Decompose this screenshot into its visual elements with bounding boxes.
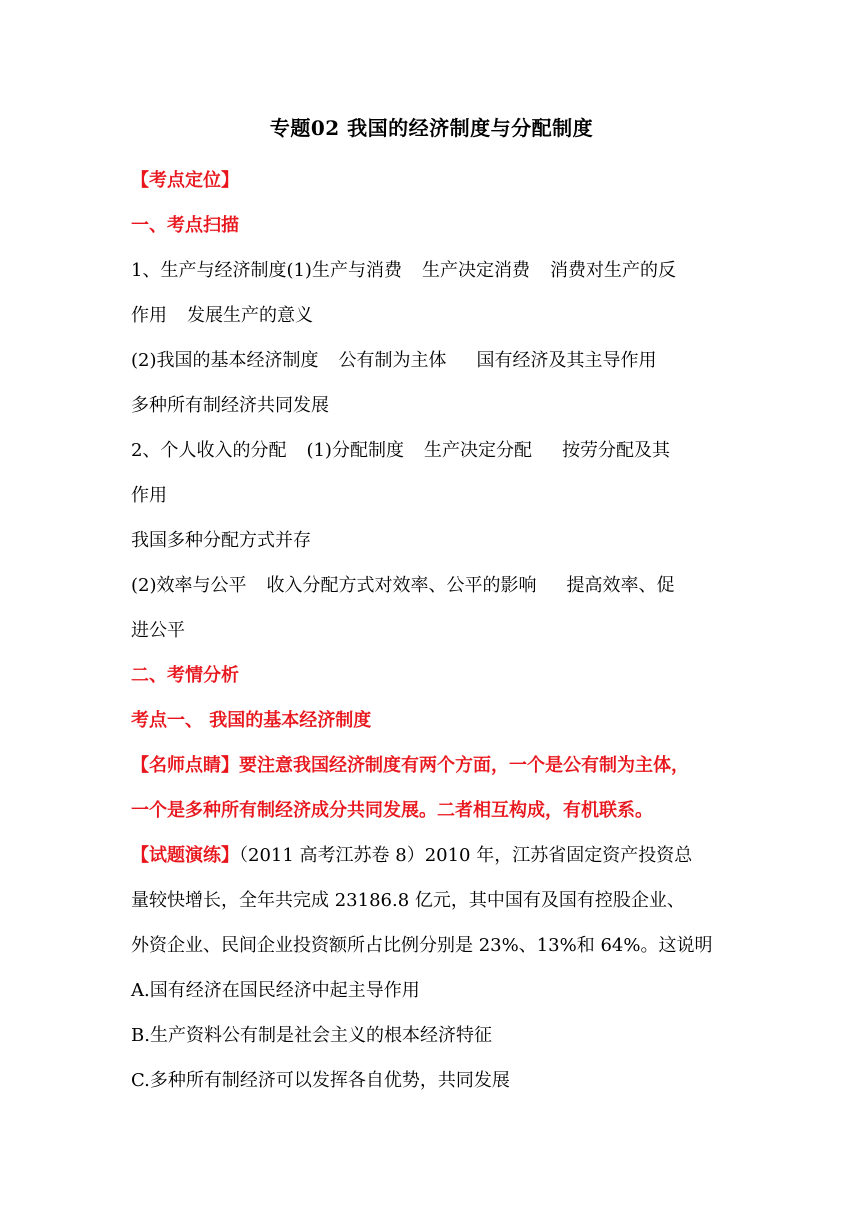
text-segment: 作用 [131,305,167,326]
text-segment: 公有制为主体 [338,350,447,371]
text-segment: 按劳分配及其 [561,440,670,461]
text-segment: 多种所有制经济共同发展 [131,395,329,416]
text-segment: 提高效率、促 [566,575,675,596]
text-segment: 生产决定消费 [421,260,530,281]
option-b: B.生产资料公有制是社会主义的根本经济特征 [131,1025,492,1046]
point-one-heading: 考点一、 我国的基本经济制度 [131,710,372,731]
text-segment: (2)我国的基本经济制度 [131,350,319,371]
paragraph-item-4: 我国多种分配方式并存 [131,530,311,551]
text-segment: 进公平 [131,620,185,641]
text-segment: 2、个人收入的分配 [131,440,287,461]
paragraph-item-1 [131,248,732,338]
teacher-tip [131,743,732,833]
option-c: C.多种所有制经济可以发挥各自优势，共同发展 [131,1070,510,1091]
text-segment: (1)分配制度 [306,440,404,461]
tip-text: 要注意我国经济制度有两个方面，一个是公有制为主体， [239,755,689,776]
paragraph-item-3 [131,428,732,518]
text-segment: 1、生产与经济制度(1)生产与消费 [131,260,402,281]
text-segment: (2)效率与公平 [131,575,247,596]
exercise-text: 量较快增长，全年共完成 23186.8 亿元，其中国有及国有控股企业、 [131,890,685,911]
text-segment: 发展生产的意义 [187,305,313,326]
text-segment: 生产决定分配 [423,440,532,461]
text-segment: 消费对生产的反 [549,260,676,281]
exercise-text: （2011 高考江苏卷 8）2010 年，江苏省固定资产投资总 [239,845,693,866]
exercise-text: 外资企业、民间企业投资额所占比例分别是 23%、13%和 64%。这说明 [131,935,713,956]
section-position-heading: 【考点定位】 [131,170,239,191]
exercise-label: 【试题演练】 [131,845,239,866]
section-scan-heading: 一、考点扫描 [131,215,239,236]
section-analysis-heading: 二、考情分析 [131,665,239,686]
document-title: 专题02 我国的经济制度与分配制度 [269,116,594,140]
tip-label: 【名师点睛】 [131,755,239,776]
text-segment: 作用 [131,485,167,506]
tip-text: 一个是多种所有制经济成分共同发展。二者相互构成，有机联系。 [131,800,653,821]
option-a: A.国有经济在国民经济中起主导作用 [131,980,420,1001]
exercise-paragraph [131,833,732,968]
text-segment: 收入分配方式对效率、公平的影响 [266,575,537,596]
text-segment: 国有经济及其主导作用 [476,350,657,371]
paragraph-item-2 [131,338,732,428]
paragraph-item-5 [131,563,732,653]
